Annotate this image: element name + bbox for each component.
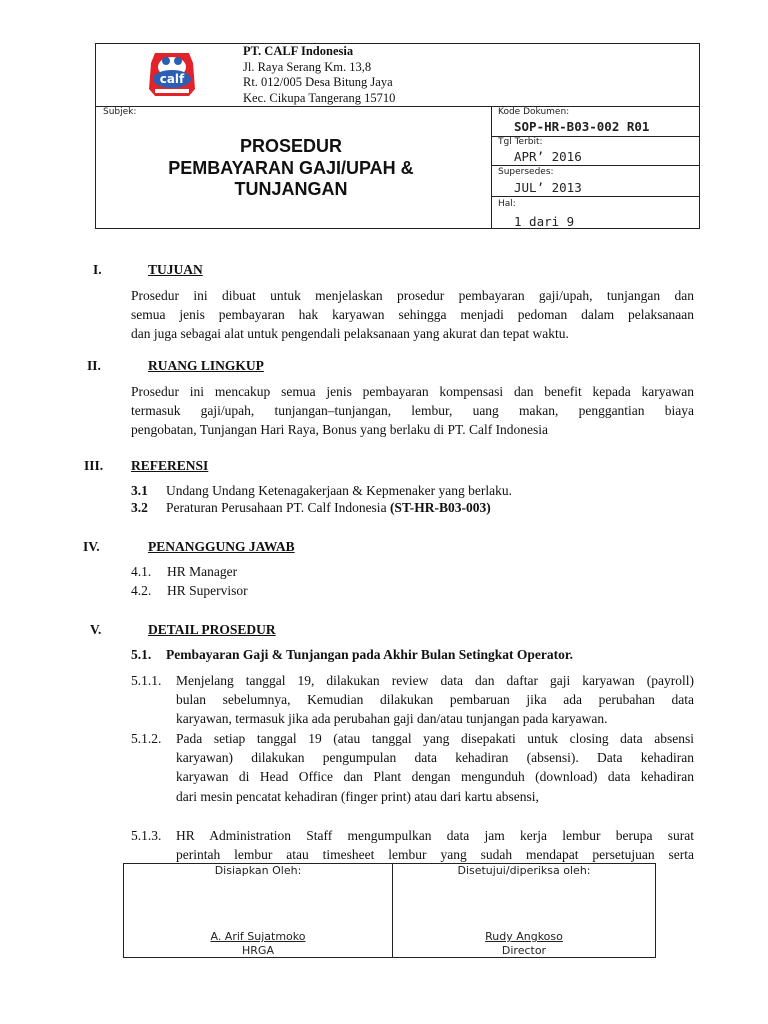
address-line: Rt. 012/005 Desa Bitung Jaya — [243, 75, 393, 89]
item-text: HR Supervisor — [167, 583, 248, 598]
paragraph-line: pengobatan, Tunjangan Hari Raya, Bonus yang berlaku di PT. Calf Indonesia — [131, 422, 549, 438]
procedure-step-number: 5.1.2. — [131, 731, 162, 746]
paragraph-line: Menjelang tanggal 19, dilakukan review data dan daftar gaji karyawan (payroll) — [176, 673, 694, 688]
procedure-step-number: 5.1.1. — [131, 673, 162, 688]
item-reference-code: (ST-HR-B03-003) — [389, 500, 491, 515]
company-logo — [145, 49, 199, 99]
section-title-detail-prosedur: DETAIL PROSEDUR — [148, 622, 276, 637]
section-title-penanggung-jawab: PENANGGUNG JAWAB — [148, 539, 295, 554]
paragraph-line: Prosedur ini dibuat untuk menjelaskan prosedur pembayaran gaji/upah, tunjangan dan — [131, 288, 694, 303]
company-block — [243, 44, 395, 106]
item-text: Peraturan Perusahaan PT. Calf Indonesia — [166, 500, 390, 515]
procedure-step-text — [176, 826, 694, 864]
document-header — [95, 43, 700, 229]
subsection-number: 5.1. — [131, 647, 152, 662]
signature-cell-prepared — [124, 864, 392, 957]
section-number: IV. — [83, 539, 100, 554]
subsection-heading — [131, 647, 573, 663]
title-line: TUNJANGAN — [234, 179, 348, 199]
section-number: V. — [90, 622, 102, 637]
hal-value: 1 dari 9 — [514, 214, 575, 229]
section-number: III. — [84, 458, 104, 473]
approved-by-role: Director — [501, 944, 547, 957]
item-text: HR Manager — [167, 564, 238, 579]
meta-divider — [491, 196, 699, 197]
paragraph-line: termasuk gaji/upah, tunjangan–tunjangan, lembur, uang makan, penggantian biaya — [131, 403, 694, 419]
item-number: 4.2. — [131, 583, 152, 598]
address-line: Jl. Raya Serang Km. 13,8 — [243, 59, 372, 74]
hal-label: Hal: — [498, 199, 516, 209]
title-line: PEMBAYARAN GAJI/UPAH & — [168, 157, 414, 178]
supersedes-value: JUL’ 2013 — [514, 180, 582, 195]
signature-table — [123, 863, 656, 958]
tgl-terbit-label: Tgl Terbit: — [498, 137, 543, 147]
approved-by-label: Disetujui/diperiksa oleh: — [457, 864, 591, 877]
prepared-by-label: Disiapkan Oleh: — [214, 864, 302, 877]
signature-cell-approved — [393, 864, 655, 957]
paragraph-line: bulan sebelumnya, Kemudian dilakukan pembaruan jika ada perubahan data — [176, 692, 694, 708]
section-title-referensi: REFERENSI — [131, 458, 209, 473]
section-number: II. — [87, 358, 101, 373]
paragraph-line: HR Administration Staff mengumpulkan data jam kerja lembur berupa surat — [176, 828, 694, 843]
referensi-item — [131, 500, 491, 516]
procedure-step-text — [176, 671, 694, 729]
subsection-title: Pembayaran Gaji & Tunjangan pada Akhir Bulan Setingkat Operator. — [166, 647, 573, 662]
penanggung-jawab-item — [131, 583, 248, 599]
paragraph-line: semua jenis pembayaran hak karyawan sehingga menjadi pedoman dalam pelaksanaan — [131, 307, 694, 323]
procedure-step-text — [176, 729, 694, 806]
paragraph-line: karyawan di Head Office dan Plant dengan mengunduh (download) data kehadiran — [176, 769, 694, 785]
tgl-terbit-value: APR’ 2016 — [514, 149, 582, 164]
paragraph-line: dari mesin pencatat kehadiran (finger print) atau dari kartu absensi, — [176, 788, 539, 804]
kode-dokumen-label: Kode Dokumen: — [498, 107, 570, 117]
logo-wordmark: calf — [159, 72, 185, 86]
tujuan-paragraph — [131, 286, 694, 344]
item-number: 3.1 — [131, 483, 148, 498]
item-text: Undang Undang Ketenagakerjaan & Kepmenaker yang berlaku. — [166, 483, 512, 498]
section-number: I. — [93, 262, 102, 277]
paragraph-line: perintah lembur atau timesheet lembur yang sudah mendapat persetujuan serta — [176, 847, 694, 863]
item-number: 3.2 — [131, 500, 148, 515]
prepared-by-role: HRGA — [242, 944, 274, 957]
prepared-by-name: A. Arif Sujatmoko — [210, 930, 306, 943]
address-line: Kec. Cikupa Tangerang 15710 — [243, 90, 396, 105]
kode-dokumen-value: SOP-HR-B03-002 R01 — [514, 119, 650, 134]
paragraph-line: Prosedur ini mencakup semua jenis pembayaran kompensasi dan benefit kepada karyawan — [131, 384, 694, 399]
referensi-item — [131, 483, 512, 499]
paragraph-line: karyawan, termasuk jika ada perubahan gaji dan/atau tunjangan pada karyawan. — [176, 711, 608, 727]
meta-divider — [491, 165, 699, 166]
title-line: PROSEDUR — [239, 136, 342, 156]
penanggung-jawab-item — [131, 564, 237, 580]
header-divider — [96, 106, 699, 107]
subjek-label: Subjek: — [103, 107, 137, 117]
header-column-divider — [491, 106, 492, 228]
company-name: PT. CALF Indonesia — [243, 44, 354, 58]
section-title-ruang-lingkup: RUANG LINGKUP — [148, 358, 264, 373]
approved-by-name: Rudy Angkoso — [485, 930, 563, 943]
ruang-lingkup-paragraph — [131, 382, 694, 440]
paragraph-line: Pada setiap tanggal 19 (atau tanggal yang disepakati untuk closing data absensi — [176, 731, 694, 746]
section-title-tujuan: TUJUAN — [148, 262, 203, 277]
procedure-step-number: 5.1.3. — [131, 828, 162, 843]
supersedes-label: Supersedes: — [498, 167, 554, 177]
paragraph-line: karyawan) dilakukan pengumpulan data kehadiran (absensi). Data kehadiran — [176, 750, 694, 766]
document-title — [96, 136, 486, 201]
paragraph-line: dan juga sebagai alat untuk pengendali pelaksanaan yang akurat dan tepat waktu. — [131, 326, 569, 342]
item-number: 4.1. — [131, 564, 152, 579]
